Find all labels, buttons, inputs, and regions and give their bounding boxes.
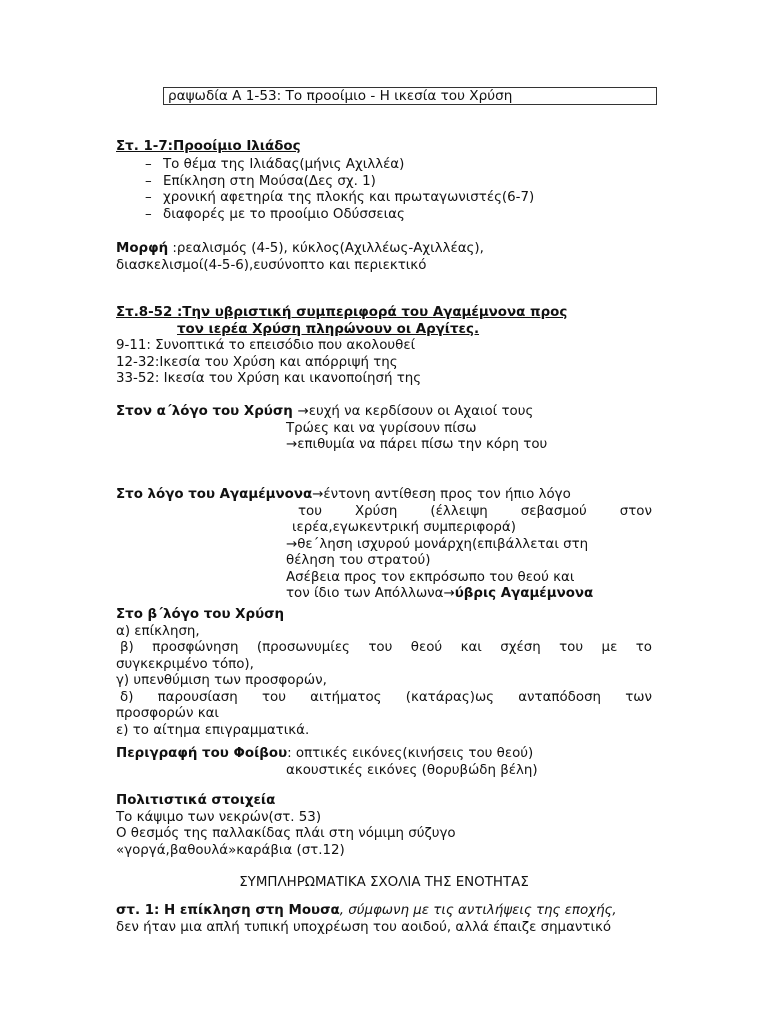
section-heading: Στ.8-52 :Την υβριστική συμπεριφορά του Αγαμέμνονα προς [116, 305, 568, 320]
paragraph-line: Το κάψιμο των νεκρών(στ. 53) [116, 809, 322, 825]
bullet-marker: – [145, 173, 152, 189]
paragraph-line: 33-52: Ικεσία του Χρύση και ικανοποίησή της [116, 371, 422, 386]
paragraph-line: γ) υπενθύμιση των προσφορών, [116, 673, 327, 688]
paragraph-line: δ) παρουσίαση του αιτήματος (κατάρας)ως ανταπόδοση των [120, 689, 652, 705]
hybris-label: ύβρις Αγαμέμνονα [454, 586, 594, 601]
document-title: ραψωδία Α 1-53: Το προοίμιο - Η ικεσία του Χρύση [163, 87, 657, 105]
paragraph-line: Ασέβεια προς τον εκπρόσωπο του θεού και [286, 569, 575, 585]
section-morfi [116, 241, 652, 274]
list-item: – χρονική αφετηρία της πλοκής και πρωταγωνιστές(6-7) [145, 190, 535, 205]
section-chryses-b [116, 607, 652, 739]
bullet-marker: – [145, 190, 152, 205]
paragraph-line: 12-32:Ικεσία του Χρύση και απόρριψή της [116, 354, 398, 370]
paragraph-line: τον ίδιο των Απόλλωνα→ύβρις Αγαμέμνονα [286, 586, 594, 601]
section-supplementary [116, 875, 652, 892]
agamemnon-label: Στο λόγο του Αγαμέμνονα [116, 487, 313, 502]
paragraph-line: α) επίκληση, [116, 623, 200, 639]
chryses-b-heading: Στο β΄λόγο του Χρύση [116, 607, 285, 622]
paragraph-line: β) προσφώνηση (προσωνυμίες του θεού και σχέση του με το [120, 640, 652, 655]
section-culture [116, 793, 652, 859]
paragraph-line: στ. 1: Η επίκληση στη Μουσα, σύμφωνη με τις αντιλήψεις της εποχής, [116, 903, 617, 918]
arrow-icon: → [443, 586, 455, 601]
paragraph-line: 9-11: Συνοπτικά το επεισόδιο που ακολουθεί [116, 338, 416, 353]
culture-heading: Πολιτιστικά στοιχεία [116, 793, 276, 808]
paragraph-line: Τρώες και να γυρίσουν πίσω [286, 420, 477, 436]
arrow-icon: → [297, 404, 309, 419]
paragraph-line: →επιθυμία να πάρει πίσω την κόρη του [286, 437, 548, 452]
chryses-a-label: Στον α΄λόγο του Χρύση [116, 404, 298, 419]
arrow-icon: → [312, 487, 324, 502]
paragraph-line: →θε΄ληση ισχυρού μονάρχη(επιβάλλεται στη [286, 536, 589, 552]
paragraph-line: συγκεκριμένο τόπο), [116, 656, 254, 672]
section-prooimio [116, 139, 652, 156]
section-chryses-a [116, 404, 652, 454]
section-heading-cont: τον ιερέα Χρύση πληρώνουν οι Αργίτες. [177, 321, 480, 337]
paragraph-line: ιερέα,εγωκεντρική συμπεριφορά) [292, 520, 516, 535]
list-item: – διαφορές με το προοίμιο Οδύσσειας [145, 206, 405, 222]
paragraph-line: διασκελισμοί(4-5-6),ευσύνοπτο και περιεκτικό [116, 257, 427, 273]
morfi-label: Μορφή [116, 241, 169, 256]
bullet-marker: – [145, 206, 152, 222]
paragraph-line: θέληση του στρατού) [286, 553, 431, 568]
supplementary-text [116, 903, 652, 936]
paragraph-line: δεν ήταν μια απλή τυπική υποχρέωση του αοιδού, αλλά έπαιζε σημαντικό [116, 919, 612, 935]
paragraph-line: ακουστικές εικόνες (θορυβώδη βέλη) [286, 762, 538, 778]
arrow-icon: → [286, 536, 298, 552]
paragraph-line: Ο θεσμός της παλλακίδας πλάι στη νόμιμη σύζυγο [116, 826, 456, 841]
paragraph-line: του Χρύση (έλλειψη σεβασμού στον [298, 503, 652, 519]
paragraph-line: Στο λόγο του Αγαμέμνονα→έντονη αντίθεση προς τον ήπιο λόγο [116, 487, 571, 502]
paragraph-line: «γοργά,βαθουλά»καράβια (στ.12) [116, 842, 345, 858]
supplementary-heading: ΣΥΜΠΛΗΡΩΜΑΤΙΚΑ ΣΧΟΛΙΑ ΤΗΣ ΕΝΟΤΗΤΑΣ [239, 875, 529, 890]
prooimio-bullets [145, 157, 534, 223]
phoebus-label: Περιγραφή του Φοίβου [116, 746, 288, 761]
paragraph-line: Περιγραφή του Φοίβου: οπτικές εικόνες(κινήσεις του θεού) [116, 746, 534, 761]
section-heading: Στ. 1-7:Προοίμιο Ιλιάδος [116, 139, 301, 154]
section-hybris [116, 305, 652, 388]
paragraph-line: Στον α΄λόγο του Χρύση →ευχή να κερδίσουν οι Αχαιοί τους [116, 404, 534, 419]
list-item: – Επίκληση στη Μούσα(Δες σχ. 1) [145, 173, 376, 189]
bullet-marker: – [145, 157, 152, 172]
paragraph-line: ε) το αίτημα επιγραμματικά. [116, 722, 310, 738]
supplementary-s1-label: στ. 1: Η επίκληση στη Μουσα [116, 903, 340, 918]
section-agamemnon [116, 487, 652, 603]
arrow-icon: → [286, 437, 298, 452]
list-item: – Το θέμα της Ιλιάδας(μήνις Αχιλλέα) [145, 157, 405, 172]
paragraph-line: Μορφή :ρεαλισμός (4-5), κύκλος(Αχιλλέως-Αχιλλέας), [116, 241, 484, 256]
section-phoebus [116, 746, 652, 779]
paragraph-line: προσφορών και [116, 706, 219, 721]
